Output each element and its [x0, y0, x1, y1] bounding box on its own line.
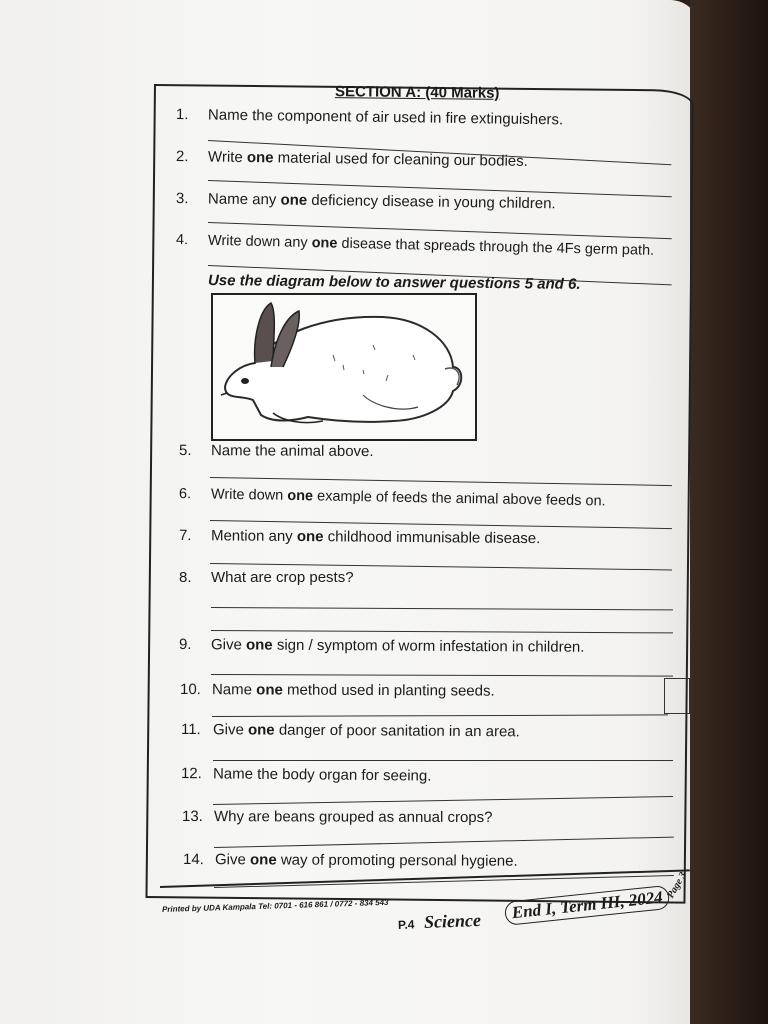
question-4: 4. Write down any one disease that spreads through the 4Fs germ path. — [175, 232, 655, 259]
question-7: 7. Mention any one childhood immunisable disease. — [178, 527, 541, 548]
question-8: 8. What are crop pests? — [179, 569, 354, 586]
background-edge — [690, 0, 768, 1024]
question-1: 1. Name the component of air used in fire extinguishers. — [175, 106, 564, 129]
question-9: 9. Give one sign / symptom of worm infestation in children. — [178, 636, 585, 656]
question-10: 10. Name one method used in planting seeds. — [179, 681, 495, 700]
marks-box — [664, 678, 690, 714]
footer-page-number: Page 3 — [665, 870, 689, 901]
question-11: 11. Give one danger of poor sanitation in an area. — [180, 721, 520, 741]
footer-printer: Printed by UDA Kampala Tel: 0701 - 616 861 / 0772 - 834 543 — [161, 897, 389, 914]
footer-subject: Science — [423, 910, 482, 932]
question-5: 5. Name the animal above. — [178, 442, 374, 461]
section-title: SECTION A: (40 Marks) — [334, 83, 500, 102]
question-13: 13. Why are beans grouped as annual crops? — [181, 808, 493, 827]
answer-line[interactable] — [213, 760, 673, 761]
footer-class: P.4 — [397, 917, 415, 932]
question-3: 3. Name any one deficiency disease in young children. — [175, 190, 556, 213]
question-14: 14. Give one way of promoting personal hygiene. — [182, 851, 518, 870]
question-2: 2. Write one material used for cleaning our bodies. — [175, 148, 528, 170]
rabbit-diagram — [211, 293, 477, 441]
rabbit-illustration — [213, 295, 475, 439]
question-12: 12. Name the body organ for seeing. — [180, 765, 432, 785]
footer-term: End I, Term III, 2024 — [504, 885, 671, 926]
question-6: 6. Write down one example of feeds the animal above feeds on. — [178, 486, 606, 510]
diagram-instruction: Use the diagram below to answer questions 5 and 6. — [207, 272, 581, 293]
